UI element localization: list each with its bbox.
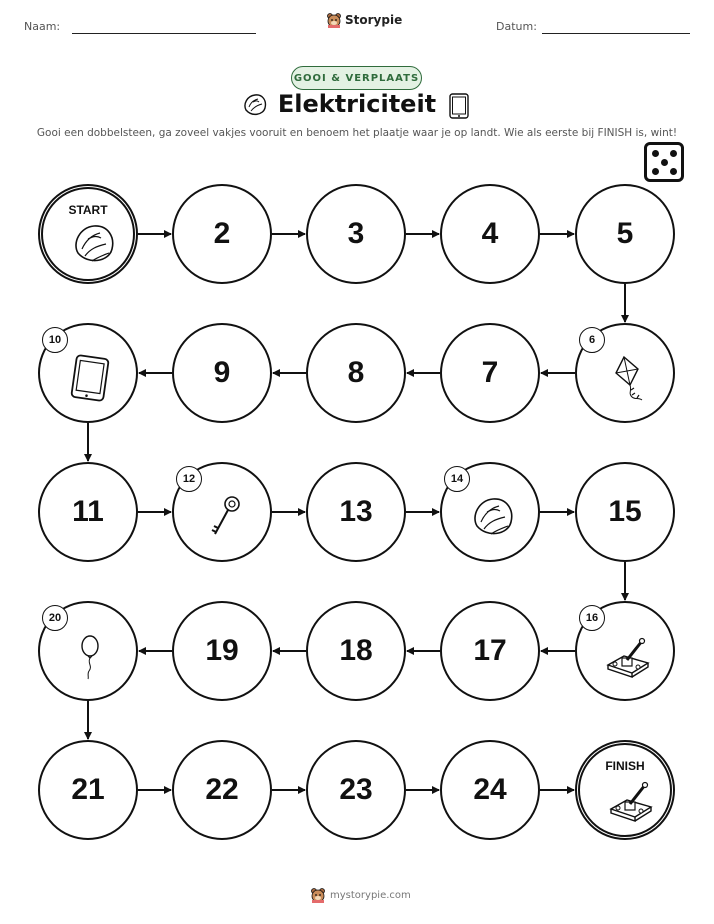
balloon-icon — [65, 631, 115, 681]
page-title: Elektriciteit — [277, 90, 437, 118]
board-space-4 — [440, 184, 540, 284]
space-number: 15 — [608, 495, 642, 528]
board-space-18 — [306, 601, 406, 701]
space-number-badge: 6 — [579, 327, 605, 353]
space-number-badge: 16 — [579, 605, 605, 631]
space-number: 17 — [473, 634, 507, 667]
footer-url: mystorypie.com — [330, 889, 411, 901]
game-type-tag: GOOI & VERPLAATS — [291, 66, 422, 90]
space-number: 7 — [481, 356, 499, 389]
board-space-6 — [575, 323, 675, 423]
space-number: 23 — [339, 773, 373, 806]
tablet-icon — [65, 353, 115, 403]
space-number: 8 — [347, 356, 365, 389]
finish-space — [575, 740, 675, 840]
instructions-text: Gooi een dobbelsteen, ga zoveel vakjes vooruit en benoem het plaatje waar je op landt. Wie als eerste bij FINISH is, wint! — [36, 127, 678, 139]
space-number: 13 — [339, 495, 373, 528]
space-number: 22 — [205, 773, 239, 806]
brand-name: Storypie — [345, 13, 403, 27]
space-number: 18 — [339, 634, 373, 667]
bear-logo-icon — [310, 887, 326, 903]
name-label: Naam: — [24, 20, 61, 33]
board-space-21 — [38, 740, 138, 840]
board-space-16 — [575, 601, 675, 701]
footer — [310, 887, 411, 903]
space-number-badge: 14 — [444, 466, 470, 492]
board-space-20 — [38, 601, 138, 701]
space-number: 2 — [213, 217, 231, 250]
board-space-5 — [575, 184, 675, 284]
board-space-14 — [440, 462, 540, 562]
board-space-24 — [440, 740, 540, 840]
board-space-11 — [38, 462, 138, 562]
key-icon — [199, 492, 249, 542]
board-space-19 — [172, 601, 272, 701]
board-space-13 — [306, 462, 406, 562]
kite-icon — [602, 353, 652, 403]
board-space-12 — [172, 462, 272, 562]
space-number: 4 — [481, 217, 499, 250]
space-number: 5 — [616, 217, 634, 250]
board-space-3 — [306, 184, 406, 284]
board-space-8 — [306, 323, 406, 423]
switch-icon — [605, 775, 655, 825]
space-number: 9 — [213, 356, 231, 389]
board-space-10 — [38, 323, 138, 423]
board-space-17 — [440, 601, 540, 701]
start-label: START — [68, 203, 108, 217]
rock-icon — [68, 219, 118, 269]
finish-label: FINISH — [605, 759, 645, 773]
board-space-15 — [575, 462, 675, 562]
space-number-badge: 20 — [42, 605, 68, 631]
space-number-badge: 10 — [42, 327, 68, 353]
board-space-9 — [172, 323, 272, 423]
space-number: 11 — [72, 495, 104, 528]
space-number: 19 — [205, 634, 239, 667]
space-number: 21 — [71, 773, 105, 806]
board-space-22 — [172, 740, 272, 840]
board-space-23 — [306, 740, 406, 840]
board-space-2 — [172, 184, 272, 284]
rock-icon — [467, 492, 517, 542]
space-number: 24 — [473, 773, 507, 806]
space-number-badge: 12 — [176, 466, 202, 492]
start-space — [38, 184, 138, 284]
date-label: Datum: — [496, 20, 537, 33]
space-number: 3 — [347, 217, 365, 250]
board-space-7 — [440, 323, 540, 423]
switch-icon — [602, 631, 652, 681]
